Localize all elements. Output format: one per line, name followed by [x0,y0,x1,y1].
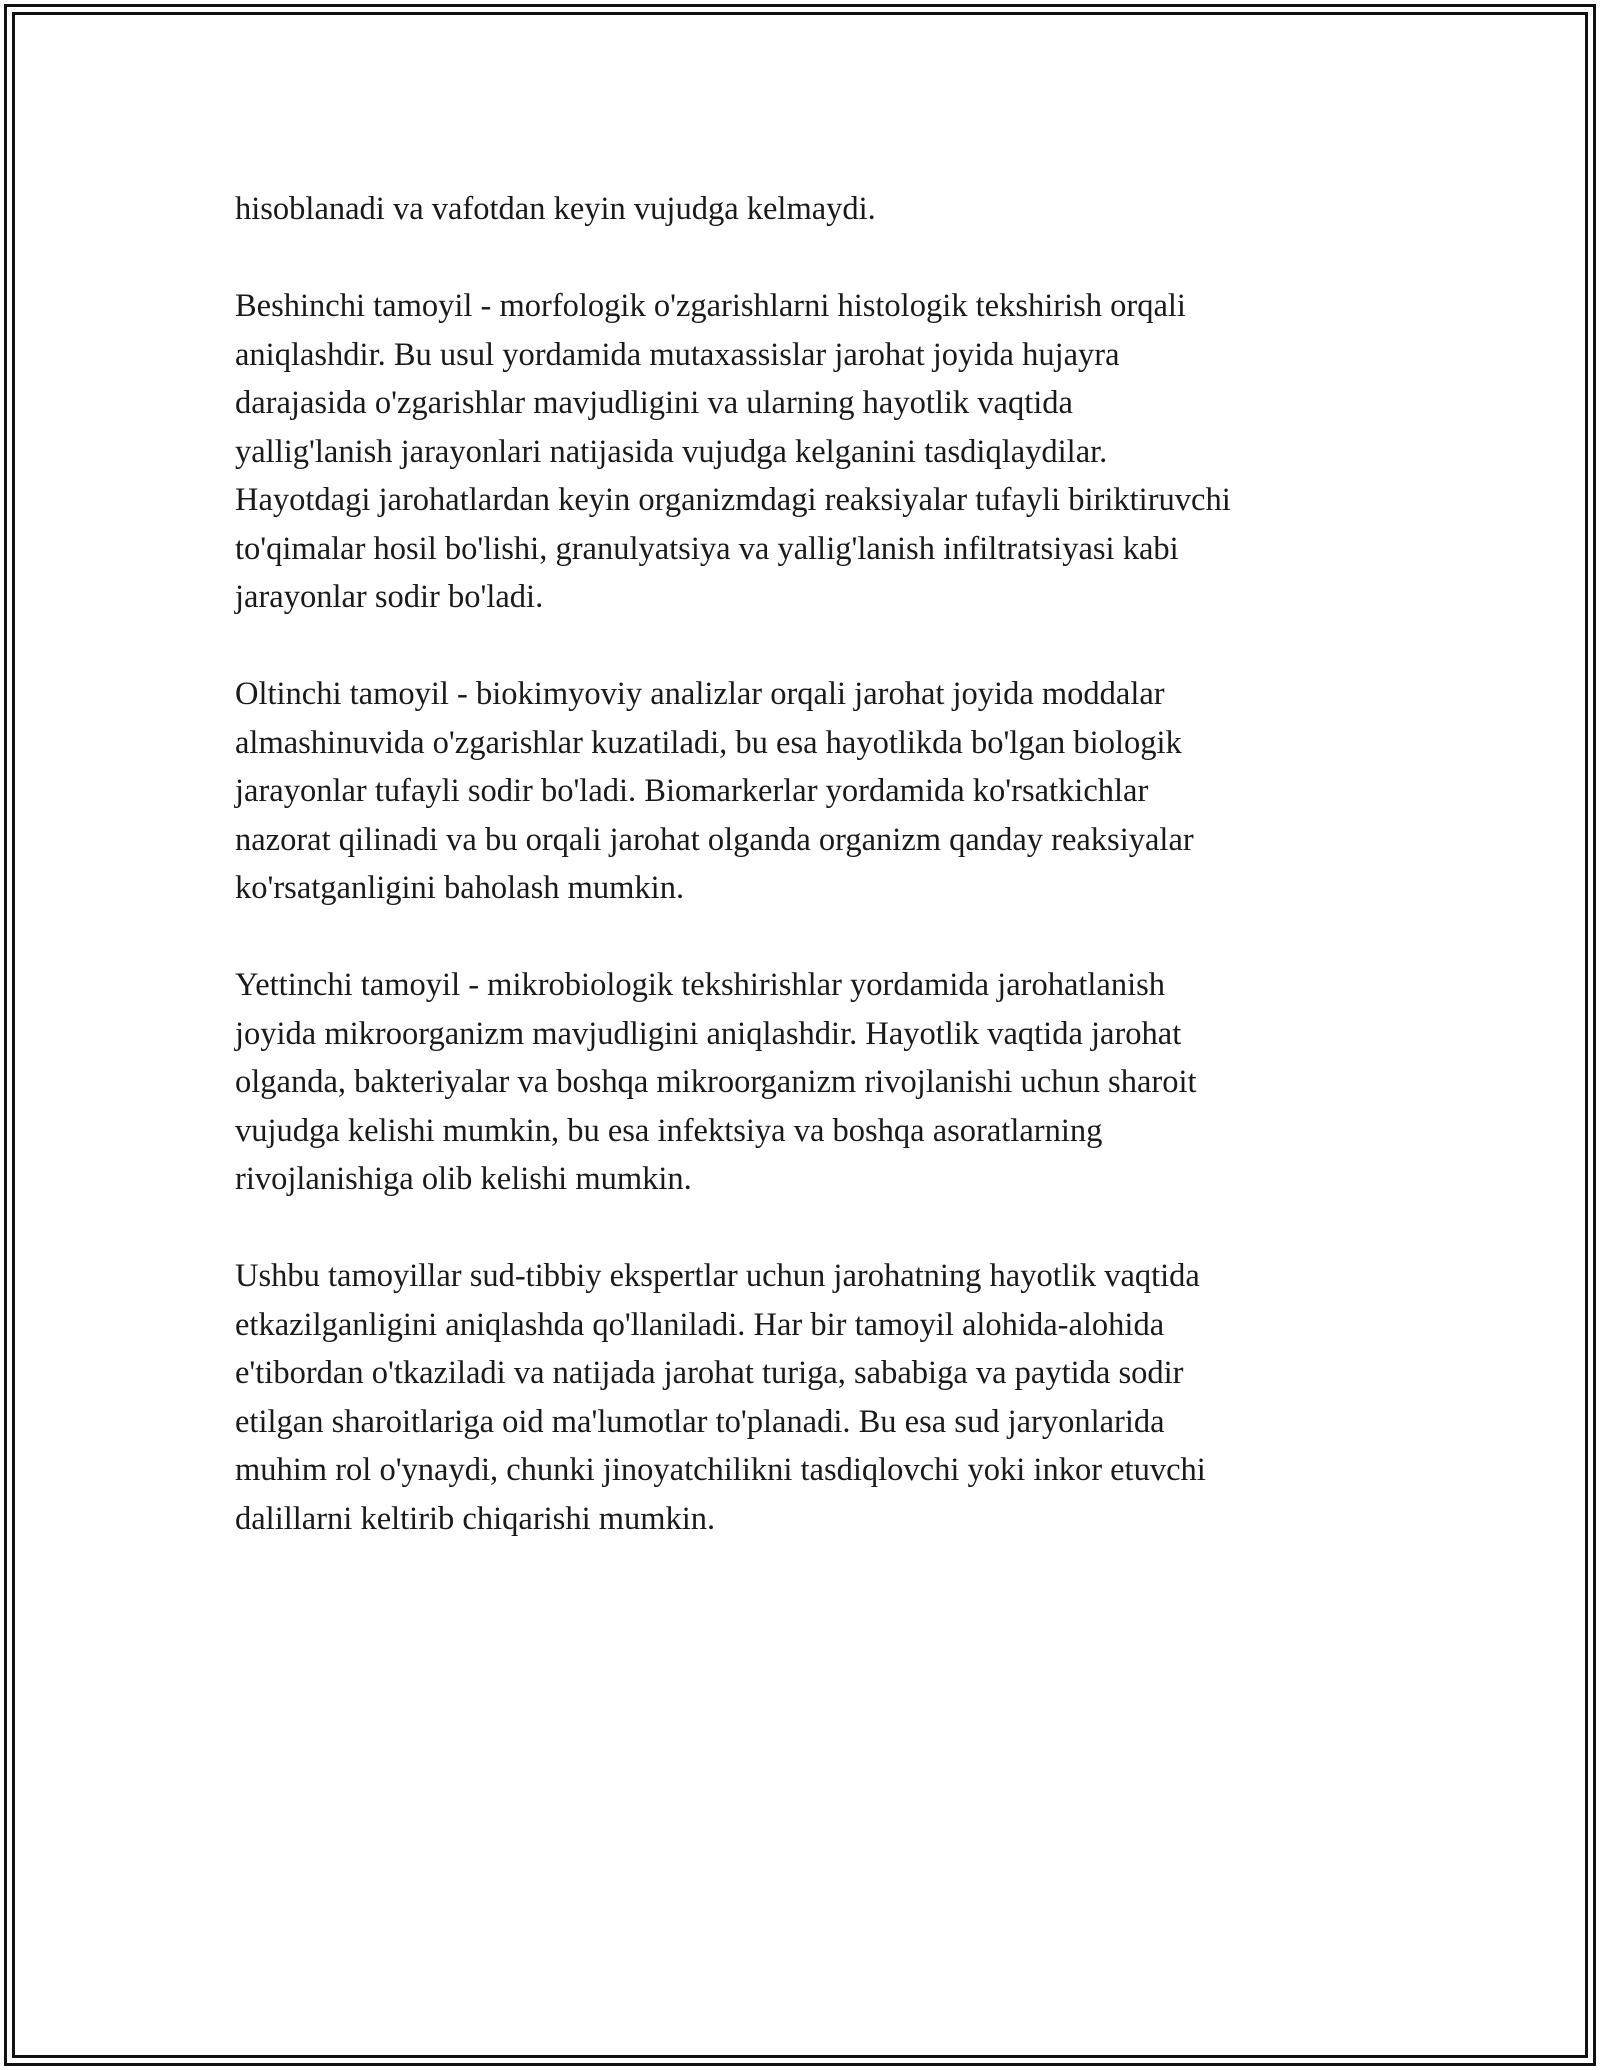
text-line: nazorat qilinadi va bu orqali jarohat olganda organizm qanday reaksiyalar [235,821,1194,858]
text-line: to'qimalar hosil bo'lishi, granulyatsiya va yallig'lanish infiltratsiyasi kabi [235,530,1179,567]
paragraph-seventh-principle [235,961,1385,1204]
text-line: muhim rol o'ynaydi, chunki jinoyatchilikni tasdiqlovchi yoki inkor etuvchi [235,1452,1206,1488]
text-line: yallig'lanish jarayonlari natijasida vujudga kelganini tasdiqlaydilar. [235,433,1108,470]
text-line: Ushbu tamoyillar sud-tibbiy ekspertlar uchun jarohatning hayotlik vaqtida [235,1258,1200,1294]
text-line: e'tibordan o'tkaziladi va natijada jarohat turiga, sababiga va paytida sodir [235,1355,1184,1391]
text-line: aniqlashdir. Bu usul yordamida mutaxassislar jarohat joyida hujayra [235,336,1120,373]
text-line: vujudga kelishi mumkin, bu esa infektsiya va boshqa asoratlarning [235,1112,1103,1149]
text-line: etkazilganligini aniqlashda qo'llaniladi. Har bir tamoyil alohida-alohida [235,1306,1165,1343]
text-line: rivojlanishiga olib kelishi mumkin. [235,1161,692,1197]
text-line: hisoblanadi va vafotdan keyin vujudga kelmaydi. [235,191,876,227]
text-line: jarayonlar tufayli sodir bo'ladi. Biomarkerlar yordamida ko'rsatkichlar [235,773,1149,809]
text-line: darajasida o'zgarishlar mavjudligini va ularning hayotlik vaqtida [235,385,1073,421]
text-line: Oltinchi tamoyil - biokimyoviy analizlar orqali jarohat joyida moddalar [235,676,1165,712]
text-line: Yettinchi tamoyil - mikrobiologik tekshirishlar yordamida jarohatlanish [235,967,1166,1003]
text-line: jarayonlar sodir bo'ladi. [235,579,544,615]
text-line: joyida mikroorganizm mavjudligini aniqlashdir. Hayotlik vaqtida jarohat [235,1015,1182,1052]
text-line: olganda, bakteriyalar va boshqa mikroorganizm rivojlanishi uchun sharoit [235,1064,1197,1100]
text-line: Beshinchi tamoyil - morfologik o'zgarishlarni histologik tekshirish orqali [235,288,1186,324]
paragraph-conclusion [235,1252,1385,1543]
text-line: ko'rsatganligini baholash mumkin. [235,870,685,906]
text-line: dalillarni keltirib chiqarishi mumkin. [235,1500,716,1537]
paragraph-continuation [235,185,1385,234]
text-line: etilgan sharoitlariga oid ma'lumotlar to'planadi. Bu esa sud jaryonlarida [235,1403,1165,1440]
document-body [235,185,1385,1592]
text-line: Hayotdagi jarohatlardan keyin organizmdagi reaksiyalar tufayli biriktiruvchi [235,482,1231,518]
paragraph-fifth-principle [235,282,1385,622]
paragraph-sixth-principle [235,670,1385,913]
text-line: almashinuvida o'zgarishlar kuzatiladi, bu esa hayotlikda bo'lgan biologik [235,724,1182,761]
